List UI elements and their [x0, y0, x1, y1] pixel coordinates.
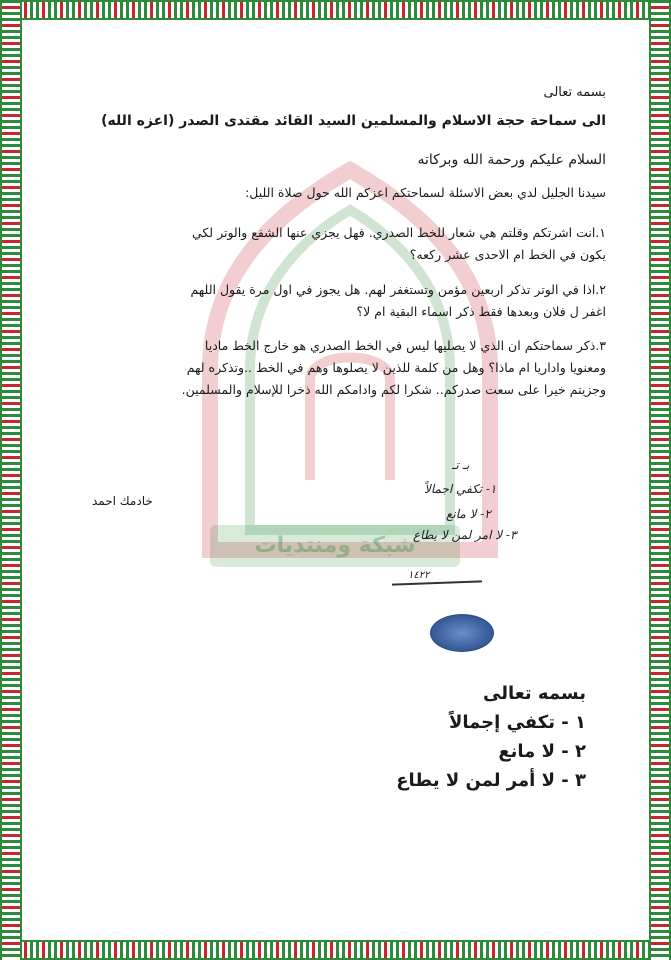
- handwritten-answer-3: ٣- لا امر لمن لا يطاع: [413, 528, 517, 542]
- handwritten-salutation: بـ تـ: [452, 458, 470, 472]
- question-2: ٢.اذا في الوتر تذكر اربعين مؤمن وتستغفر لهم. هل يجوز في اول مرة يقول اللهم اغفر ل فلان وبعدها فقط ذكر اسماء البقية ام لا؟: [190, 282, 606, 319]
- question-3: ٣.ذكر سماحتكم ان الذي لا يصليها ليس في الخط الصدري هو خارج الخط ماديا ومعنويا واداريا ام ماذا؟ وهل من كلمة للذين لا يصلوها وهم في الخط ..وتذكره لهم وجزيتم خيرا على سعت صدركم.. شكرا لكم وادامكم الله ذخرا للإسلام والمسلمين.: [181, 338, 606, 397]
- letter-intro: سيدنا الجليل لدي بعض الاسئلة لسماحتكم اعزكم الله حول صلاة الليل:: [245, 185, 606, 200]
- answer-2: ٢ - لا مانع: [498, 741, 586, 762]
- answer-1: ١ - تكفي إجمالاً: [448, 712, 586, 733]
- watermark-band: شبكة ومنتديات: [210, 525, 460, 567]
- office-seal-icon: [430, 614, 494, 652]
- decorative-frame-bottom: [0, 940, 671, 960]
- question-1: ١.انت اشرتكم وقلتم هي شعار للخط الصدري. فهل يجزي عنها الشفع والوتر لكي يكون في الخط ام الاحدى عشر ركعه؟: [191, 225, 606, 262]
- answer-3: ٣ - لا أمر لمن لا يطاع: [396, 770, 586, 791]
- handwritten-date: ١٤٢٢: [408, 570, 430, 581]
- letter-addressee: الى سماحة حجة الاسلام والمسلمين السيد القائد مقتدى الصدر (اعزه الله): [101, 113, 606, 129]
- decorative-frame-left: [0, 0, 22, 960]
- handwritten-underline: [392, 580, 482, 585]
- letter-greeting: السلام عليكم ورحمة الله وبركاته: [417, 152, 606, 168]
- decorative-frame-right: [649, 0, 671, 960]
- letter-basmala: بسمه تعالى: [543, 85, 606, 100]
- answers-title: بسمه تعالى: [483, 683, 586, 704]
- decorative-frame-top: [0, 0, 671, 20]
- letter-signer: خادمك احمد: [92, 494, 153, 508]
- handwritten-answer-1: ١- تكفي اجمالاً: [424, 482, 497, 496]
- handwritten-answer-2: ٢- لا مانع: [446, 507, 491, 521]
- typed-answers: [186, 683, 586, 799]
